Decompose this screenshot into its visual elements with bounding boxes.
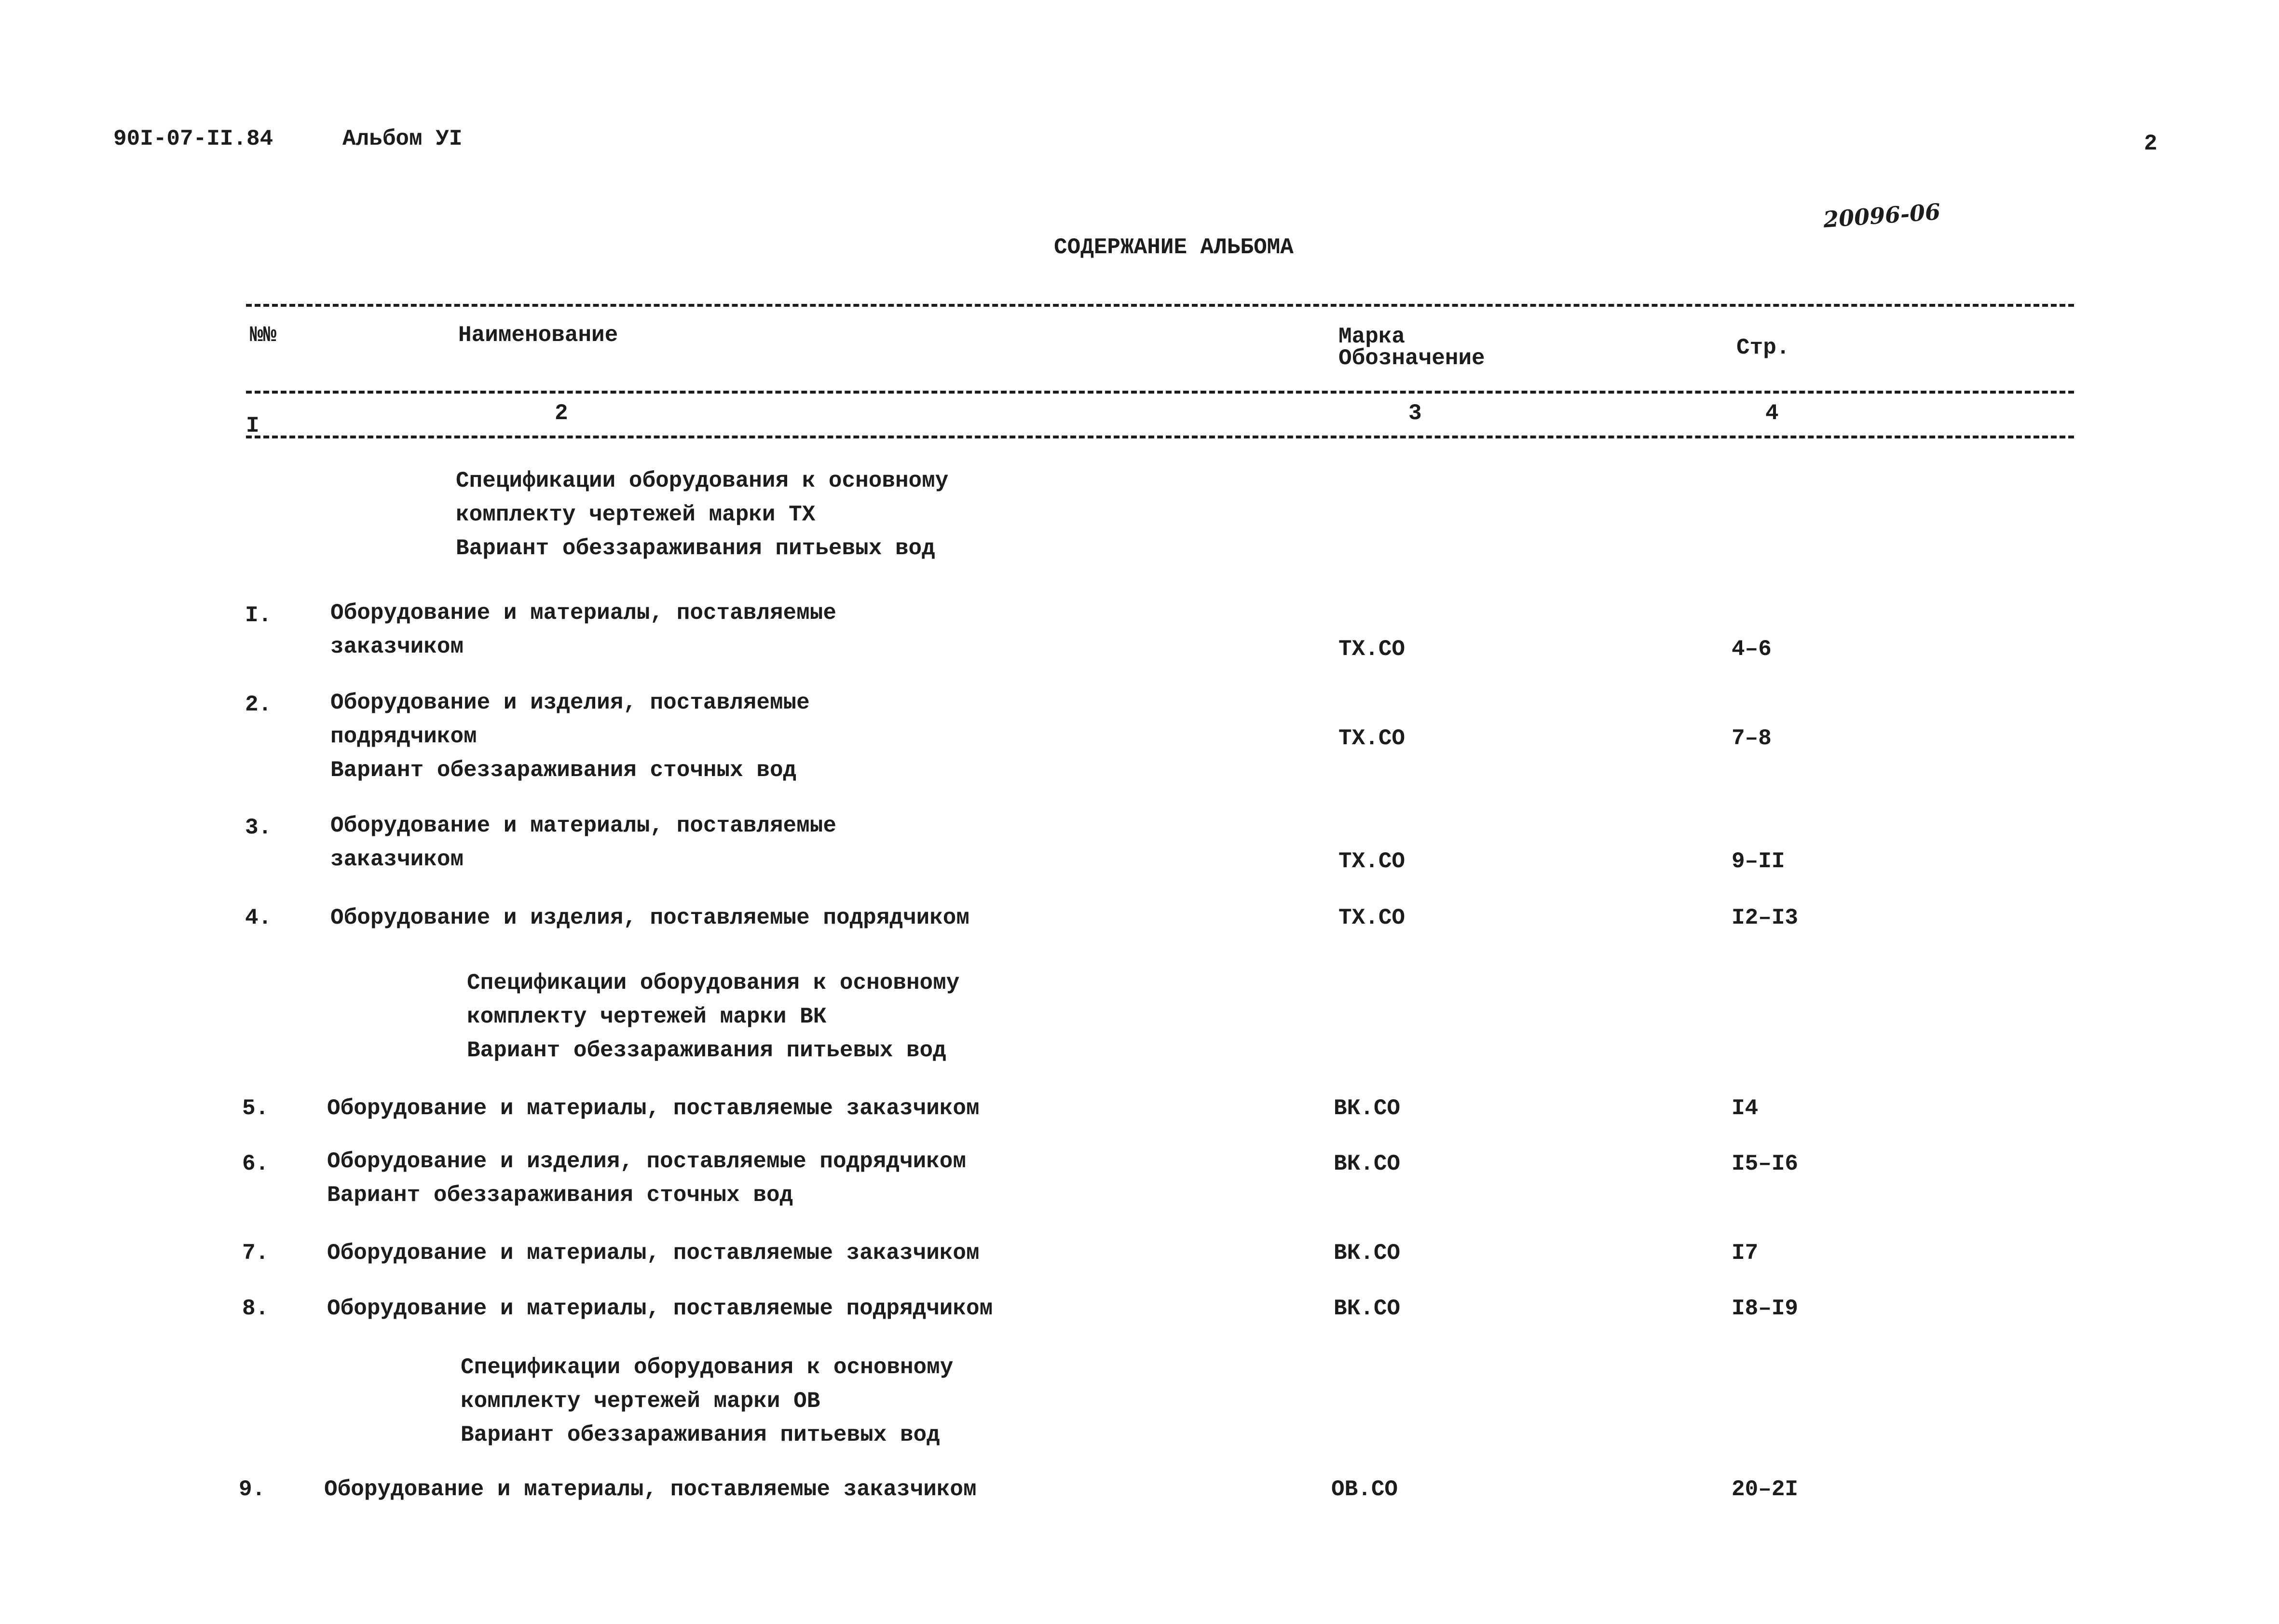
row-page: 20–2I bbox=[1732, 1477, 1799, 1502]
row-name: Оборудование и материалы, поставляемые заказчиком bbox=[324, 1477, 977, 1502]
row-number: 8. bbox=[242, 1296, 269, 1321]
column-number-2: 2 bbox=[555, 401, 568, 426]
row-mark: ТХ.СО bbox=[1338, 905, 1406, 930]
handwritten-number: 20096-06 bbox=[1822, 198, 1941, 233]
section-heading-ov: Спецификации оборудования к основному комплекту чертежей марки ОВ Вариант обеззараживания питьевых вод bbox=[461, 1355, 954, 1447]
row-page: I2–I3 bbox=[1732, 905, 1799, 930]
row-number: 6. bbox=[242, 1151, 269, 1176]
column-header-name: Наименование bbox=[458, 323, 618, 348]
row-page: 4–6 bbox=[1732, 637, 1772, 662]
row-page: I5–I6 bbox=[1732, 1151, 1799, 1176]
row-number: 2. bbox=[245, 692, 272, 717]
row-name: Оборудование и материалы, поставляемые заказчиком bbox=[330, 600, 836, 659]
row-mark: ТХ.СО bbox=[1338, 726, 1406, 751]
row-mark: ТХ.СО bbox=[1338, 637, 1406, 662]
column-number-1: I bbox=[246, 413, 259, 438]
row-page: I7 bbox=[1732, 1241, 1759, 1266]
row-number: 7. bbox=[242, 1241, 269, 1266]
row-mark: ВК.СО bbox=[1334, 1241, 1401, 1266]
column-number-3: 3 bbox=[1408, 401, 1422, 426]
column-header-num: №№ bbox=[250, 323, 277, 348]
row-mark: ВК.СО bbox=[1334, 1296, 1401, 1321]
row-mark: ТХ.СО bbox=[1338, 849, 1406, 874]
page-title: СОДЕРЖАНИЕ АЛЬБОМА bbox=[1054, 235, 1294, 260]
column-number-4: 4 bbox=[1765, 401, 1779, 426]
page-number: 2 bbox=[2144, 131, 2157, 156]
row-number: 5. bbox=[242, 1096, 269, 1121]
row-number: I. bbox=[245, 603, 272, 628]
row-name: Оборудование и материалы, поставляемые подрядчиком bbox=[327, 1296, 993, 1321]
row-page: 9–II bbox=[1732, 849, 1785, 874]
row-mark: ОВ.СО bbox=[1331, 1477, 1398, 1502]
row-name: Оборудование и изделия, поставляемые подрядчиком bbox=[330, 905, 970, 930]
row-page: I8–I9 bbox=[1732, 1296, 1799, 1321]
column-header-designation: Обозначение bbox=[1338, 346, 1485, 371]
row-name: Оборудование и материалы, поставляемые заказчиком bbox=[327, 1241, 980, 1266]
row-number: 3. bbox=[245, 815, 272, 840]
row-name: Оборудование и материалы, поставляемые заказчиком bbox=[330, 813, 836, 872]
row-number: 4. bbox=[245, 905, 272, 930]
section-heading-tx: Спецификации оборудования к основному комплекту чертежей марки ТХ Вариант обеззараживания питьевых вод bbox=[456, 468, 949, 561]
row-page: I4 bbox=[1732, 1096, 1759, 1121]
row-name: Оборудование и материалы, поставляемые заказчиком bbox=[327, 1096, 980, 1121]
subheading: Вариант обеззараживания сточных вод bbox=[327, 1183, 793, 1208]
row-mark: ВК.СО bbox=[1334, 1096, 1401, 1121]
row-mark: ВК.СО bbox=[1334, 1151, 1401, 1176]
row-page: 7–8 bbox=[1732, 726, 1772, 751]
column-header-page: Стр. bbox=[1736, 335, 1790, 360]
row-number: 9. bbox=[239, 1477, 266, 1502]
row-name: Оборудование и изделия, поставляемые подрядчиком Вариант обеззараживания сточных вод bbox=[327, 1145, 966, 1212]
subheading: Вариант обеззараживания сточных вод bbox=[330, 758, 797, 783]
column-header-mark: Марка bbox=[1338, 324, 1406, 349]
header-bottom-rule bbox=[246, 391, 2074, 394]
column-numbers-rule bbox=[246, 436, 2074, 438]
album-number: Альбом УI bbox=[342, 126, 463, 151]
document-code: 90I-07-II.84 bbox=[113, 126, 273, 151]
section-heading-vk: Спецификации оборудования к основному комплекту чертежей марки ВК Вариант обеззараживания питьевых вод bbox=[467, 970, 960, 1063]
table-top-rule bbox=[246, 304, 2074, 307]
row-name: Оборудование и изделия, поставляемые подрядчиком Вариант обеззараживания сточных вод bbox=[330, 686, 810, 787]
